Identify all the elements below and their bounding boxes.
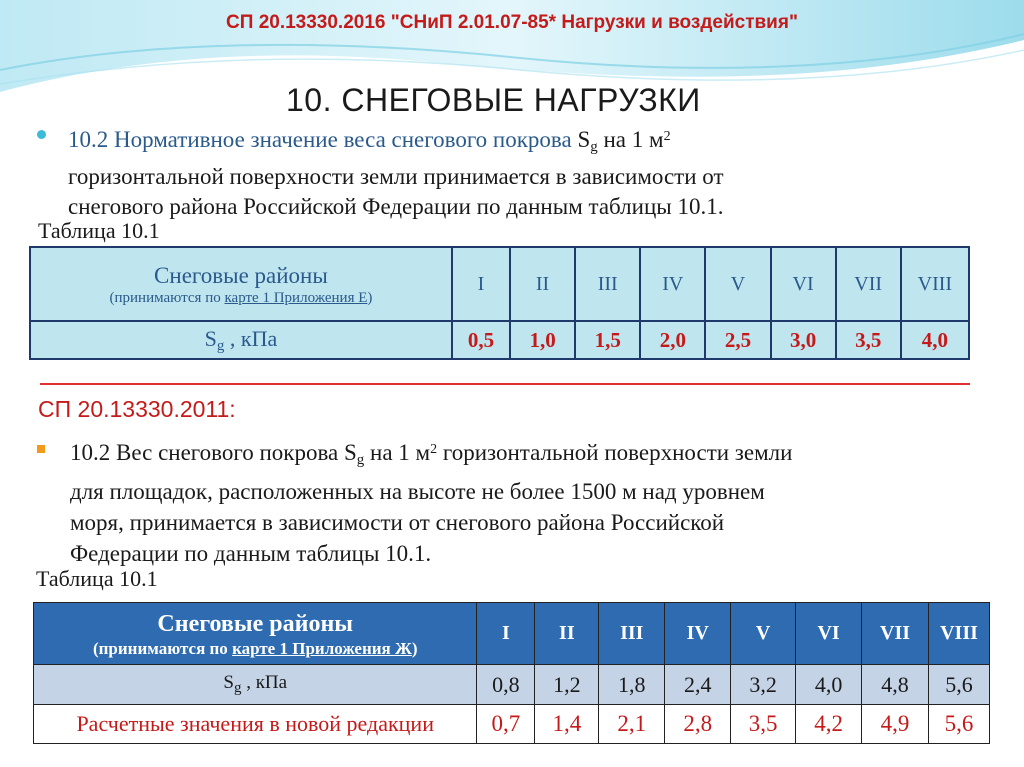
table1-header-main: Снеговые районы: [154, 262, 328, 288]
table1-region: VI: [771, 247, 836, 321]
table2-header-row: [34, 603, 990, 665]
table2-calc-value: 2,1: [599, 705, 665, 744]
table2-header-main: Снеговые районы: [157, 610, 354, 637]
para1-sup: 2: [663, 129, 671, 144]
snow-table-2011: [33, 602, 990, 744]
section-title: 10. СНЕГОВЫЕ НАГРУЗКИ: [286, 82, 701, 118]
para2-symbol: S: [343, 440, 357, 465]
table2-value-row: [34, 665, 990, 705]
table1-value-row: [30, 321, 969, 359]
table2-region: VI: [796, 603, 862, 665]
paragraph-2016: [68, 122, 968, 222]
table1-value: 2,0: [640, 321, 705, 359]
table2-value: 0,8: [477, 665, 535, 705]
table1-region: IV: [640, 247, 705, 321]
table1-header-sub: (принимаются по карте 1 Приложения Е): [109, 289, 373, 306]
table2-label: Таблица 10.1: [36, 566, 158, 591]
para1-lead: 10.2 Нормативное значение веса снегового покрова: [68, 127, 578, 152]
paragraph-2011: [70, 434, 970, 569]
table1-value: 1,0: [510, 321, 575, 359]
table1-region: VII: [836, 247, 901, 321]
para1-line2: горизонтальной поверхности земли принимается в зависимости от: [68, 164, 724, 189]
para1-symbol-sub: g: [590, 139, 598, 155]
table2-value: 3,2: [731, 665, 796, 705]
table1-label: Таблица 10.1: [38, 218, 160, 243]
table1-map-link: карте 1 Приложения Е: [224, 289, 368, 306]
table1-row-label: $S_g$ , кПа: [30, 321, 452, 359]
para1-line3: снегового района Российской Федерации по данным таблицы 10.1.: [68, 194, 724, 219]
para2-line4: Федерации по данным таблицы 10.1.: [70, 541, 432, 566]
table2-calc-value: 2,8: [665, 705, 731, 744]
table1-header-cell: [30, 247, 452, 321]
table2-region: I: [477, 603, 535, 665]
para1-symbol: S: [577, 127, 591, 152]
table2-calc-value: 1,4: [535, 705, 599, 744]
table1-value: 3,0: [771, 321, 836, 359]
table2-region: IV: [665, 603, 731, 665]
table2-value: 4,0: [796, 665, 862, 705]
table1-value: 3,5: [836, 321, 901, 359]
para2-sup: 2: [430, 442, 438, 457]
table2-region: VII: [862, 603, 929, 665]
table2-calc-label: Расчетные значения в новой редакции: [34, 705, 477, 744]
table1-value: 4,0: [901, 321, 969, 359]
red-divider: [40, 383, 970, 385]
square-bullet-icon: [37, 445, 45, 453]
table2-calc-row: [34, 705, 990, 744]
table2-calc-value: 4,2: [796, 705, 862, 744]
para1-mid: на 1 м: [597, 127, 664, 152]
table2-region: III: [599, 603, 665, 665]
table2-calc-value: 3,5: [731, 705, 796, 744]
para2-mid: на 1 м: [364, 440, 431, 465]
table1-value: 1,5: [575, 321, 640, 359]
table2-value: 1,2: [535, 665, 599, 705]
table2-header-cell: [34, 603, 477, 665]
table1-region: I: [452, 247, 510, 321]
table2-value: 5,6: [929, 665, 990, 705]
snow-table-2016: [29, 246, 970, 360]
para2-tail: горизонтальной поверхности земли: [437, 440, 793, 465]
table2-map-link: карте 1 Приложения Ж: [232, 638, 412, 658]
table2-calc-value: 5,6: [929, 705, 990, 744]
table2-calc-value: 0,7: [477, 705, 535, 744]
table1-region: VIII: [901, 247, 969, 321]
table2-region: V: [731, 603, 796, 665]
table1-region: II: [510, 247, 575, 321]
table1-header-row: [30, 247, 969, 321]
para2-lead: 10.2 Вес снегового покрова: [70, 440, 344, 465]
para2-symbol-sub: g: [356, 452, 365, 468]
table2-value: 2,4: [665, 665, 731, 705]
sp2011-heading: СП 20.13330.2011:: [38, 396, 236, 422]
presentation-title: СП 20.13330.2016 "СНиП 2.01.07-85* Нагрузки и воздействия": [226, 12, 798, 33]
para2-line3: моря, принимается в зависимости от снегового района Российской: [70, 510, 725, 535]
table2-region: II: [535, 603, 599, 665]
table1-value: 2,5: [705, 321, 770, 359]
table2-region: VIII: [929, 603, 990, 665]
table1-region: V: [705, 247, 770, 321]
table2-header-sub: (принимаются по карте 1 Приложения Ж): [92, 638, 418, 658]
table1-region: III: [575, 247, 640, 321]
table2-calc-value: 4,9: [862, 705, 929, 744]
table2-value: 1,8: [599, 665, 665, 705]
round-bullet-icon: [37, 130, 46, 139]
table2-row-label: $S_g$ , кПа: [34, 665, 477, 705]
table1-value: 0,5: [452, 321, 510, 359]
table2-value: 4,8: [862, 665, 929, 705]
para2-line2: для площадок, расположенных на высоте не более 1500 м над уровнем: [70, 479, 765, 504]
